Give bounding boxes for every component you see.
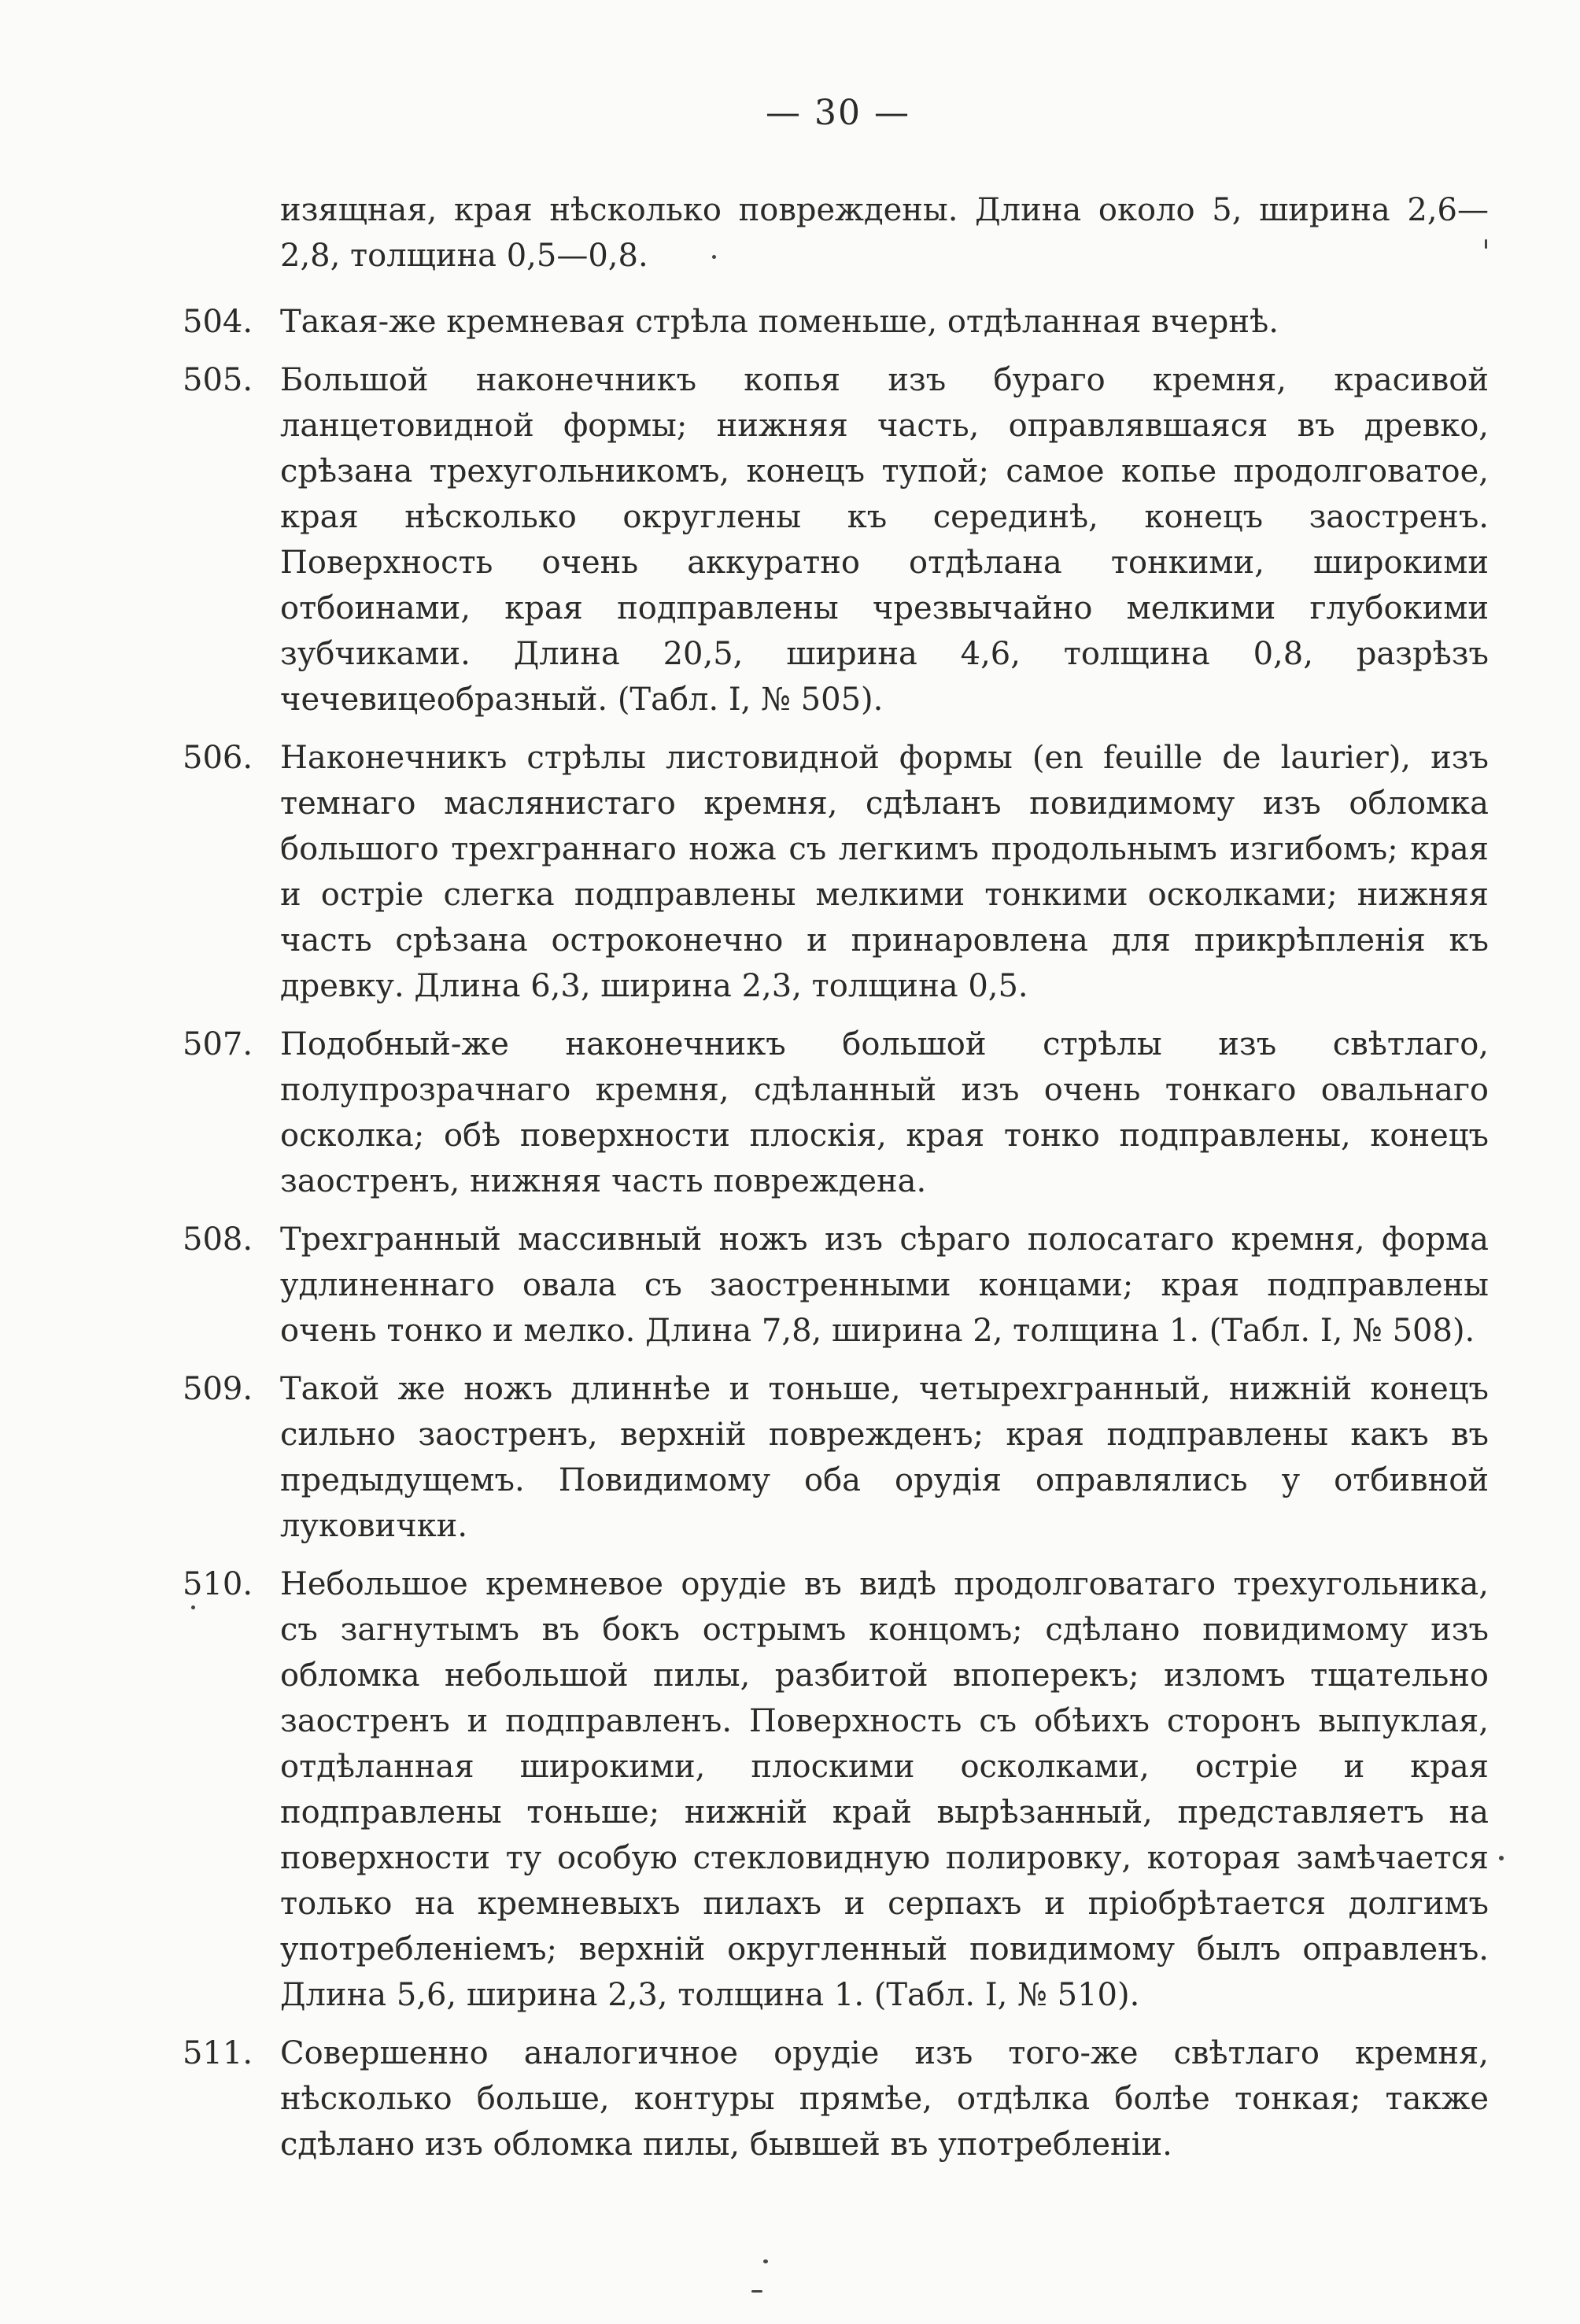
print-speck: [763, 2259, 768, 2263]
entry-number: 505.: [183, 362, 253, 398]
entry-text: Небольшое кремневое орудіе въ видѣ продолговатаго трехугольника, съ загнутымъ въ бокъ острымъ концомъ; сдѣлано повидимому изъ обломка небольшой пилы, разбитой впоперекъ; изломъ тщательно заостренъ и подправленъ. Поверхность съ обѣихъ сторонъ выпуклая, отдѣланная широкими, плоскими осколками, остріе и края подправлены тоньше; нижній край вырѣзанный, представляетъ на поверхности ту особую стекловидную полировку, которая замѣчается только на кремневыхъ пилахъ и серпахъ и пріобрѣтается долгимъ употребленіемъ; верхній округленный повидимому былъ оправленъ. Длина 5,6, ширина 2,3, толщина 1. (Табл. I, № 510).: [280, 1566, 1489, 2013]
entry-number: 504.: [183, 304, 253, 340]
catalog-entry-508: [183, 1217, 1489, 1354]
catalog-entry-509: [183, 1366, 1489, 1549]
entry-number: 510.: [183, 1566, 253, 1602]
catalog-entry-510: [183, 1561, 1489, 2018]
entry-text: Трехгранный массивный ножъ изъ сѣраго полосатаго кремня, форма удлиненнаго овала съ заостренными концами; края подправлены очень тонко и мелко. Длина 7,8, ширина 2, толщина 1. (Табл. I, № 508).: [280, 1221, 1489, 1349]
catalog-text: [183, 187, 1489, 2180]
print-speck: [1485, 239, 1487, 249]
entry-number: 509.: [183, 1371, 253, 1407]
catalog-entry-505: [183, 357, 1489, 722]
catalog-entry-507: [183, 1022, 1489, 1204]
catalog-entry-511: [183, 2030, 1489, 2167]
print-speck: [191, 1605, 195, 1609]
entry-number: 507.: [183, 1026, 253, 1062]
entry-number: 508.: [183, 1221, 253, 1258]
catalog-entry-506: [183, 735, 1489, 1009]
catalog-entry-504: [183, 299, 1489, 345]
print-speck: [751, 2290, 762, 2293]
print-speck: [1499, 1856, 1504, 1860]
entry-text: Совершенно аналогичное орудіе изъ того-же свѣтлаго кремня, нѣсколько больше, контуры прямѣе, отдѣлка болѣе тонкая; также сдѣлано изъ обломка пилы, бывшей въ употребленіи.: [280, 2035, 1489, 2163]
page-number: — 30 —: [766, 93, 910, 133]
entry-number: 511.: [183, 2035, 253, 2071]
entry-text: Наконечникъ стрѣлы листовидной формы (en feuille de laurier), изъ темнаго маслянистаго кремня, сдѣланъ повидимому изъ обломка большого трехграннаго ножа съ легкимъ продольнымъ изгибомъ; края и остріе слегка подправлены мелкими тонкими осколками; нижняя часть срѣзана остроконечно и принаровлена для прикрѣпленія къ древку. Длина 6,3, ширина 2,3, толщина 0,5.: [280, 740, 1489, 1004]
print-speck: [712, 255, 716, 259]
entry-continuation: [183, 187, 1489, 279]
entry-text: Подобный-же наконечникъ большой стрѣлы изъ свѣтлаго, полупрозрачнаго кремня, сдѣланный изъ очень тонкаго овальнаго осколка; обѣ поверхности плоскія, края тонко подправлены, конецъ заостренъ, нижняя часть повреждена.: [280, 1026, 1489, 1199]
entry-text: Большой наконечникъ копья изъ бураго кремня, красивой ланцетовидной формы; нижняя часть, оправлявшаяся въ древко, срѣзана трехугольникомъ, конецъ тупой; самое копье продолговатое, края нѣсколько округлены къ серединѣ, конецъ заостренъ. Поверхность очень аккуратно отдѣлана тонкими, широкими отбоинами, края подправлены чрезвычайно мелкими глубокими зубчиками. Длина 20,5, ширина 4,6, толщина 0,8, разрѣзъ чечевицеобразный. (Табл. I, № 505).: [280, 362, 1489, 718]
entry-text: изящная, края нѣсколько повреждены. Длина около 5, ширина 2,6—2,8, толщина 0,5—0,8.: [280, 192, 1489, 274]
entry-text: Такой же ножъ длиннѣе и тоньше, четырехгранный, нижній конецъ сильно заостренъ, верхній поврежденъ; края подправлены какъ въ предыдущемъ. Повидимому оба орудія оправлялись у отбивной луковички.: [280, 1371, 1489, 1544]
entry-number: 506.: [183, 740, 253, 776]
entry-text: Такая-же кремневая стрѣла поменьше, отдѣланная вчернѣ.: [280, 304, 1279, 340]
